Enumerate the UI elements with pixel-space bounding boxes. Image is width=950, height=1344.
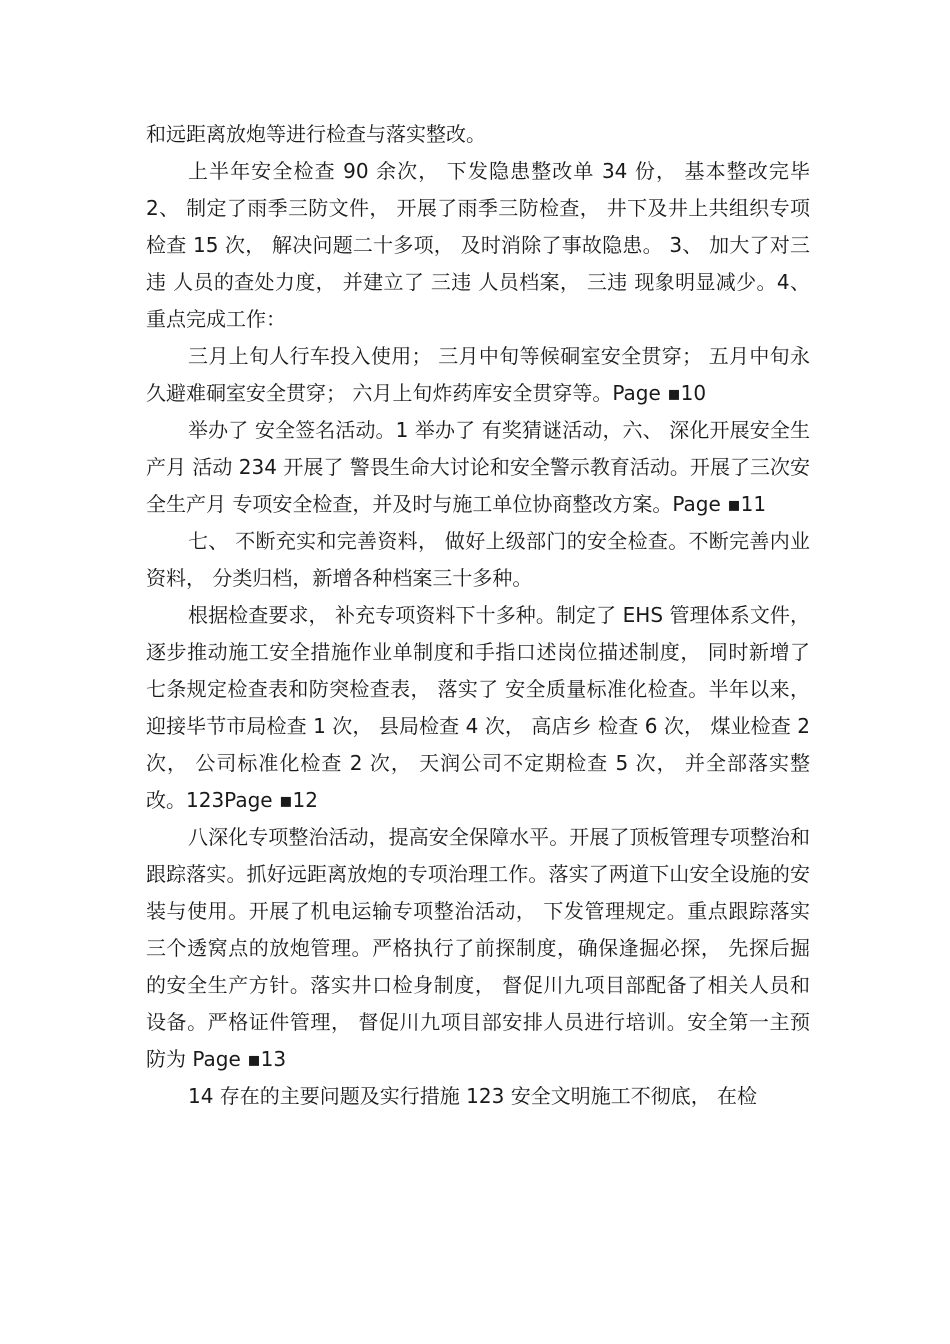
document-body	[146, 116, 810, 1115]
paragraph-1: 和远距离放炮等进行检查与落实整改。	[146, 122, 486, 146]
paragraph-6: 根据检查要求， 补充专项资料下十多种。制定了 EHS 管理体系文件， 逐步推动施工安全措施作业单制度和手指口述岗位描述制度， 同时新增了七条规定检查表和防突检查表， 落实了 安全质量标准化检查。半年以来， 迎接毕节市局检查 1 次， 县局检查 4 次， 高店乡 检查 6 次， 煤业检查 2 次， 公司标准化检查 2 次， 天润公司不定期检查 5 次， 并全部落实整改。123Page ▪12	[146, 603, 810, 812]
paragraph-2: 上半年安全检查 90 余次， 下发隐患整改单 34 份， 基本整改完毕 2、 制定了雨季三防文件， 开展了雨季三防检查， 井下及井上共组织专项检查 15 次， 解决问题二十多项， 及时消除了事故隐患。 3、 加大了对三违 人员的查处力度， 并建立了 三违 人员档案， 三违 现象明显减少。4、 重点完成工作：	[146, 159, 810, 331]
paragraph-4: 举办了 安全签名活动。1 举办了 有奖猜谜活动，六、 深化开展安全生产月 活动 234 开展了 警畏生命大讨论和安全警示教育活动。开展了三次安全生产月 专项安全检查，并及时与施工单位协商整改方案。Page ▪11	[146, 418, 810, 516]
paragraph-3: 三月上旬人行车投入使用； 三月中旬等候硐室安全贯穿； 五月中旬永久避难硐室安全贯穿； 六月上旬炸药库安全贯穿等。Page ▪10	[146, 344, 810, 405]
paragraph-8: 14 存在的主要问题及实行措施 123 安全文明施工不彻底， 在检	[188, 1084, 758, 1108]
paragraph-7: 八深化专项整治活动，提高安全保障水平。开展了顶板管理专项整治和跟踪落实。抓好远距离放炮的专项治理工作。落实了两道下山安全设施的安装与使用。开展了机电运输专项整治活动， 下发管理规定。重点跟踪落实三个透窝点的放炮管理。严格执行了前探制度，确保逢掘必探， 先探后掘的安全生产方针。落实井口检身制度， 督促川九项目部配备了相关人员和设备。严格证件管理， 督促川九项目部安排人员进行培训。安全第一主预防为 Page ▪13	[146, 825, 810, 1071]
paragraph-5: 七、 不断充实和完善资料， 做好上级部门的安全检查。不断完善内业资料， 分类归档，新增各种档案三十多种。	[146, 529, 810, 590]
